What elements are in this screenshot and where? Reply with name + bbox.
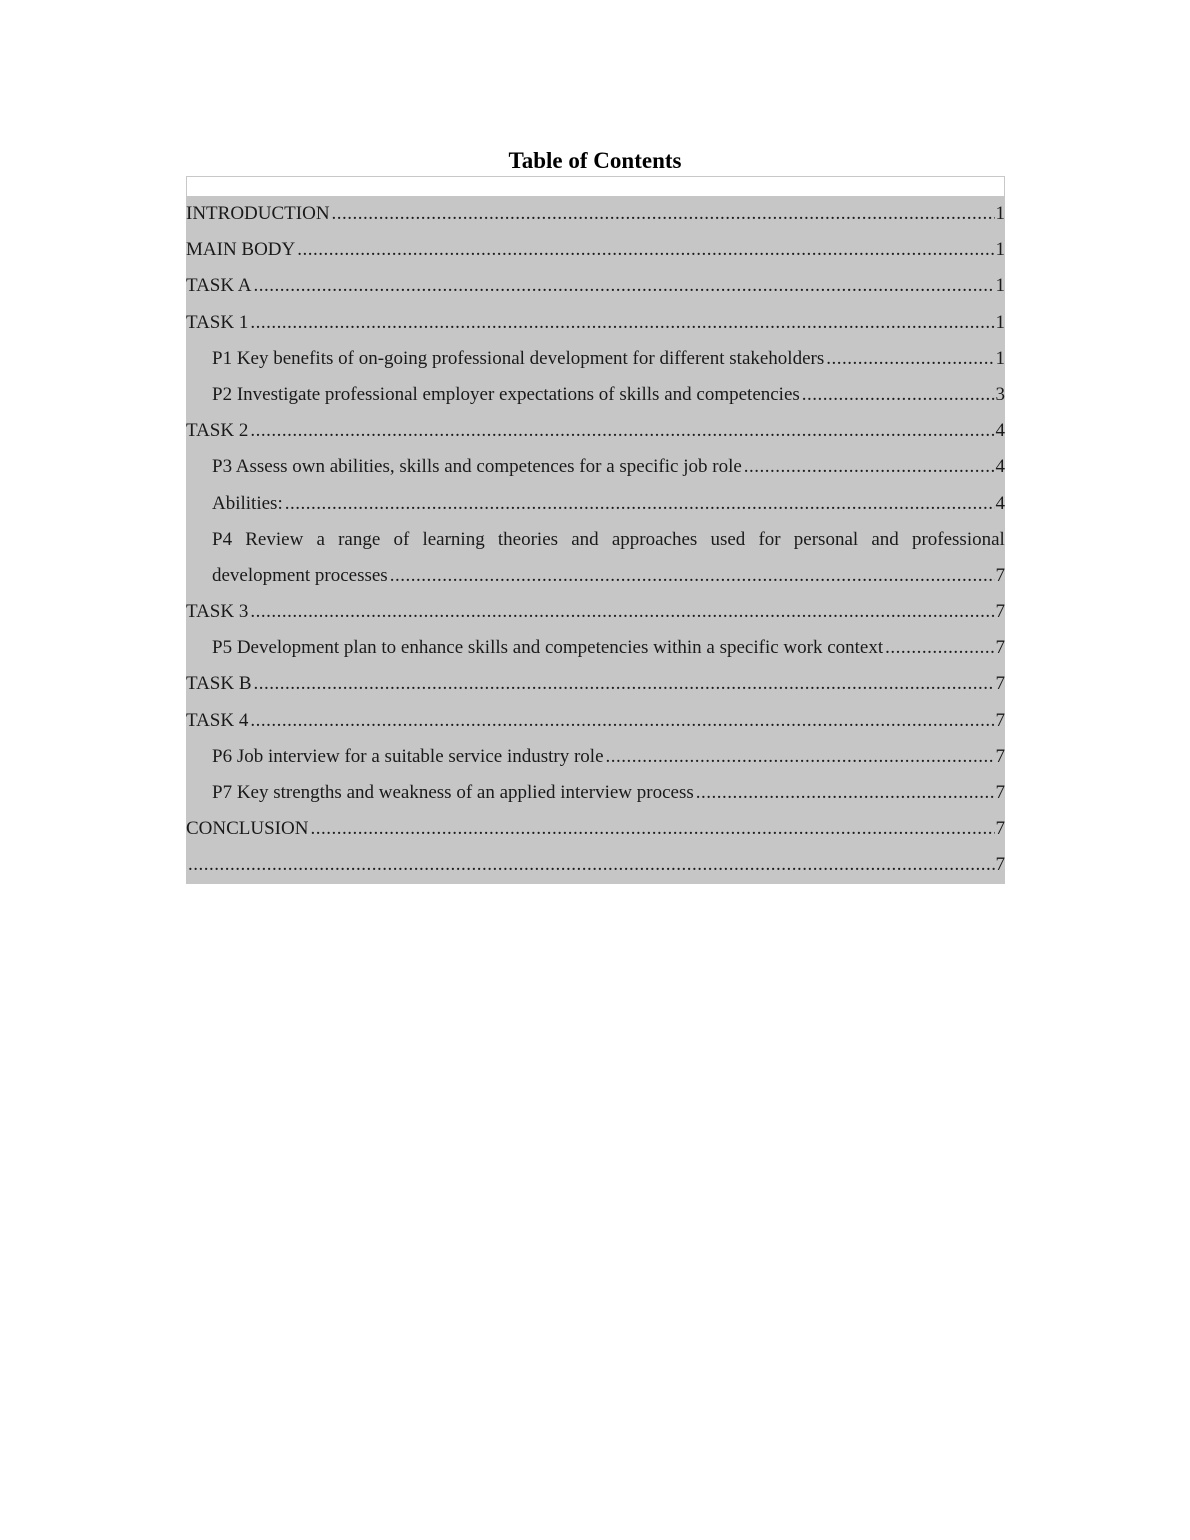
toc-title: Table of Contents — [508, 148, 682, 173]
toc-dot-leader — [802, 377, 995, 413]
toc-header-box — [186, 176, 1005, 198]
toc-dot-leader — [188, 847, 995, 883]
toc-entry-label: P5 Development plan to enhance skills and competencies within a specific work context — [212, 637, 884, 659]
toc-entry[interactable] — [186, 811, 1005, 847]
toc-page-number: 7 — [995, 854, 1005, 876]
toc-dot-leader — [744, 449, 995, 485]
toc-entry[interactable] — [186, 666, 1005, 702]
toc-entry[interactable] — [186, 232, 1005, 268]
toc-page-number: 4 — [995, 456, 1005, 478]
toc-entry-word: P4 — [212, 528, 233, 550]
toc-entry-label: TASK 2 — [186, 420, 249, 442]
toc-page-number: 1 — [995, 311, 1005, 333]
toc-page-number: 4 — [995, 492, 1005, 514]
toc-entry-label: TASK 1 — [186, 311, 249, 333]
toc-page-number: 7 — [995, 709, 1005, 731]
toc-dot-leader — [250, 413, 994, 449]
toc-entry[interactable] — [186, 268, 1005, 304]
toc-dot-leader — [826, 341, 994, 377]
toc-entry[interactable] — [186, 739, 1005, 775]
toc-entry-word: learning — [422, 528, 485, 550]
toc-page-number: 4 — [995, 420, 1005, 442]
toc-dot-leader — [250, 703, 994, 739]
toc-entry-label-line — [212, 522, 1005, 558]
toc-entry-word: range — [338, 528, 381, 550]
toc-dot-leader — [297, 232, 994, 268]
toc-entry-label: TASK 3 — [186, 601, 249, 623]
toc-entry[interactable] — [186, 305, 1005, 341]
toc-entry[interactable] — [186, 630, 1005, 666]
toc-entry-label: P1 Key benefits of on-going professional development for different stakeholders — [212, 347, 825, 369]
toc-entry[interactable] — [186, 594, 1005, 630]
toc-entry[interactable] — [186, 449, 1005, 485]
toc-entry-word: professional — [911, 528, 1005, 550]
toc-entry-word: a — [316, 528, 325, 550]
toc-entry-label: P6 Job interview for a suitable service industry role — [212, 745, 604, 767]
toc-entry-word: for — [758, 528, 781, 550]
toc-entry-label: P3 Assess own abilities, skills and competences for a specific job role — [212, 456, 742, 478]
toc-list — [186, 196, 1005, 884]
toc-entry[interactable] — [186, 413, 1005, 449]
toc-page-number: 1 — [995, 203, 1005, 224]
toc-entry-word: and — [571, 528, 599, 550]
toc-entry[interactable] — [186, 703, 1005, 739]
toc-dot-leader — [285, 486, 995, 522]
toc-dot-leader — [310, 811, 994, 847]
toc-page-number: 7 — [995, 601, 1005, 623]
toc-entry-word: Review — [245, 528, 304, 550]
toc-entry-word: approaches — [611, 528, 698, 550]
toc-entry-label: MAIN BODY — [186, 239, 296, 261]
toc-page-number: 1 — [995, 347, 1005, 369]
toc-page-number: 1 — [995, 275, 1005, 297]
toc-dot-leader — [696, 775, 995, 811]
toc-page-number: 7 — [995, 818, 1005, 840]
toc-entry-label: development processes — [212, 564, 388, 586]
toc-dot-leader — [885, 630, 994, 666]
toc-entry-label: TASK B — [186, 673, 252, 695]
toc-entry-word: and — [871, 528, 899, 550]
toc-page-number: 7 — [995, 564, 1005, 586]
toc-entry-label: INTRODUCTION — [186, 203, 330, 224]
toc-entry-label: CONCLUSION — [186, 818, 309, 840]
toc-entry-label: TASK 4 — [186, 709, 249, 731]
toc-page-number: 7 — [995, 782, 1005, 803]
toc-entry-label: P2 Investigate professional employer expectations of skills and competencies — [212, 383, 800, 405]
toc-page-number: 7 — [995, 673, 1005, 695]
toc-page-number: 7 — [995, 745, 1005, 767]
toc-entry-label: P7 Key strengths and weakness of an applied interview process — [212, 782, 694, 803]
toc-entry[interactable] — [186, 775, 1005, 811]
toc-entry[interactable] — [186, 341, 1005, 377]
toc-entry[interactable] — [186, 377, 1005, 413]
toc-entry-word: personal — [793, 528, 859, 550]
toc-entry[interactable] — [186, 847, 1005, 883]
toc-entry-label: Abilities: — [212, 492, 283, 514]
toc-dot-leader — [250, 594, 994, 630]
toc-dot-leader — [254, 666, 995, 702]
toc-entry-word: theories — [497, 528, 559, 550]
toc-entry[interactable] — [186, 486, 1005, 522]
toc-page-number: 7 — [995, 637, 1005, 659]
toc-entry-label: TASK A — [186, 275, 252, 297]
toc-page-number: 3 — [995, 383, 1005, 405]
toc-dot-leader — [606, 739, 995, 775]
toc-entry[interactable] — [186, 196, 1005, 232]
toc-dot-leader — [390, 558, 995, 594]
toc-dot-leader — [332, 196, 995, 232]
toc-entry-word: of — [393, 528, 410, 550]
toc-dot-leader — [254, 268, 995, 304]
toc-entry-word: used — [710, 528, 746, 550]
toc-entry[interactable] — [186, 522, 1005, 594]
toc-dot-leader — [250, 305, 994, 341]
toc-page-number: 1 — [995, 239, 1005, 261]
